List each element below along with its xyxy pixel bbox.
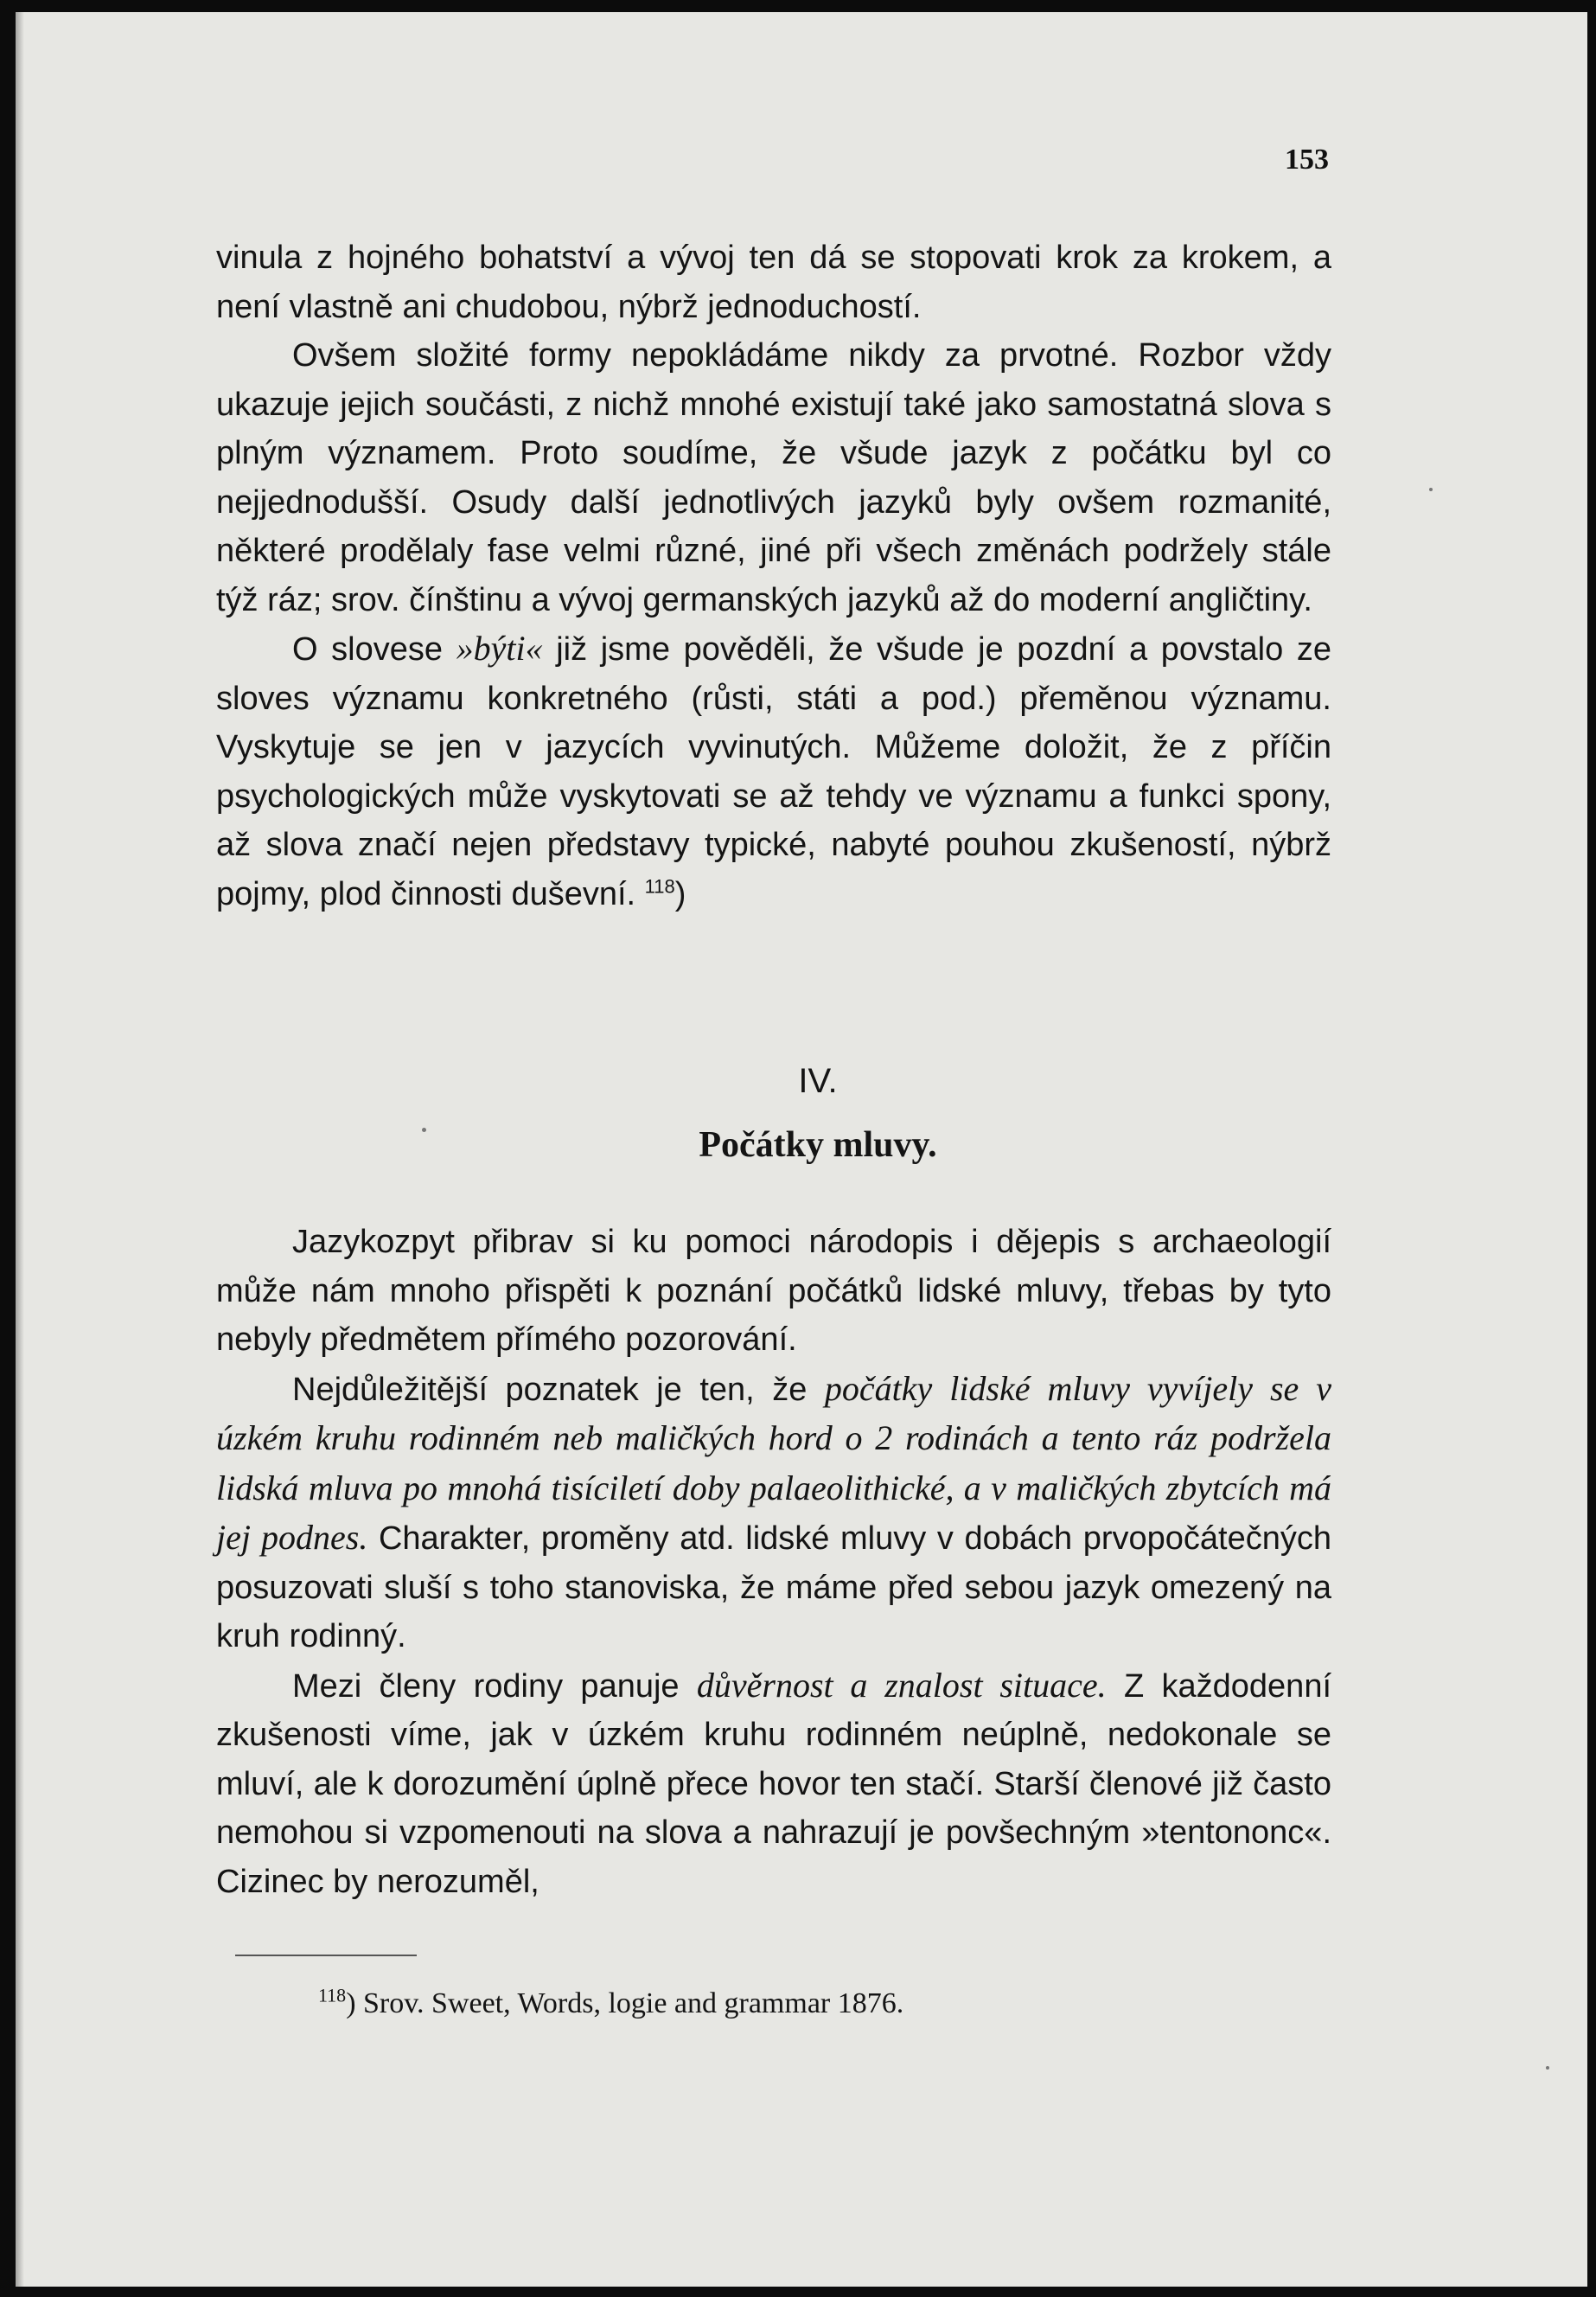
footnote-rule (235, 1955, 417, 1956)
paragraph: Jazykozpyt přibrav si ku pomoci národopis i dějepis s archaeologií může nám mnoho přispěti k poznání počátků lidské mluvy, třebas by tyto nebyly předmětem přímého pozorování. (216, 1224, 1331, 1358)
text-block-bottom (216, 1218, 1331, 1906)
book-page (16, 12, 1587, 2287)
italic-emphasis: počátky lidské mluvy vyvíjely se v úzkém kruhu rodinném neb maličkých hord o 2 rodinách a tento ráz podržela lidská mluva po mnohá tisíciletí doby palaeolithické, a v maličkých zbytcích má jej podnes. (216, 1368, 1332, 1557)
footnote-text: Srov. Sweet, Words, logie and grammar 1876. (363, 1987, 904, 2019)
footnote: $^{118}$) Srov. Sweet, Words, logie and grammar 1876. (318, 1984, 904, 2019)
scan-speck (1429, 488, 1433, 491)
scan-speck (422, 1128, 426, 1132)
page-number: 153 (1285, 144, 1329, 176)
text-block-top (216, 234, 1331, 918)
italic-term: »býti« (456, 629, 543, 668)
paragraph: Ovšem složité formy nepokládáme nikdy za prvotné. Rozbor vždy ukazuje jejich součásti, z nichž mnohé existují také jako samostatná slova s plným významem. Proto soudíme, že všude jazyk z počátku byl co nejjednodušší. Osudy další jednotlivých jazyků byly ovšem rozmanité, některé prodělaly fase velmi různé, jiné při všech změnách podržely stále týž ráz; srov. čínštinu a vývoj germanských jazyků až do moderní angličtiny. (216, 337, 1331, 618)
paragraph: Mezi členy rodiny panuje důvěrnost a znalost situace. Z každodenní zkušenosti víme, jak v úzkém kruhu rodinném neúplně, nedokonale se mluví, ale k dorozumění úplně přece hovor ten stačí. Starší členové již často nemohou si vzpomenouti na slova a nahrazují je povšechným »tentononc«. Cizinec by nerozuměl, (216, 1665, 1332, 1900)
paragraph: Nejdůležitější poznatek je ten, že počátky lidské mluvy vyvíjely se v úzkém kruhu rodinném neb maličkých hord o 2 rodinách a tento ráz podržela lidská mluva po mnohá tisíciletí doby palaeolithické, a v maličkých zbytcích má jej podnes. Charakter, proměny atd. lidské mluvy v dobách prvopočátečných posuzovati sluší s toho stanoviska, že máme před sebou jazyk omezený na kruh rodinný. (216, 1368, 1332, 1654)
chapter-title: Počátky mluvy. (699, 1125, 937, 1165)
chapter-number: IV. (798, 1062, 838, 1100)
footnote-number: 118 (318, 1984, 347, 2006)
footnote-ref: 118 (644, 874, 675, 897)
scan-speck (1546, 2066, 1549, 2070)
paragraph: O slovese »býti« již jsme pověděli, že všude je pozdní a povstalo ze sloves významu konkretného (růsti, státi a pod.) přeměnou významu. Vyskytuje se jen v jazycích vyvinutých. Můžeme doložit, že z příčin psychologických může vyskytovati se až tehdy ve významu a funkci spony, až slova značí nejen představy typické, nabyté pouhou zkušeností, nýbrž pojmy, plod činnosti duševní. $^{118}$) (216, 629, 1331, 912)
italic-emphasis: důvěrnost a znalost situace. (696, 1665, 1107, 1705)
paragraph: vinula z hojného bohatství a vývoj ten dá se stopovati krok za krokem, a není vlastně ani chudobou, nýbrž jednoduchostí. (216, 240, 1331, 325)
